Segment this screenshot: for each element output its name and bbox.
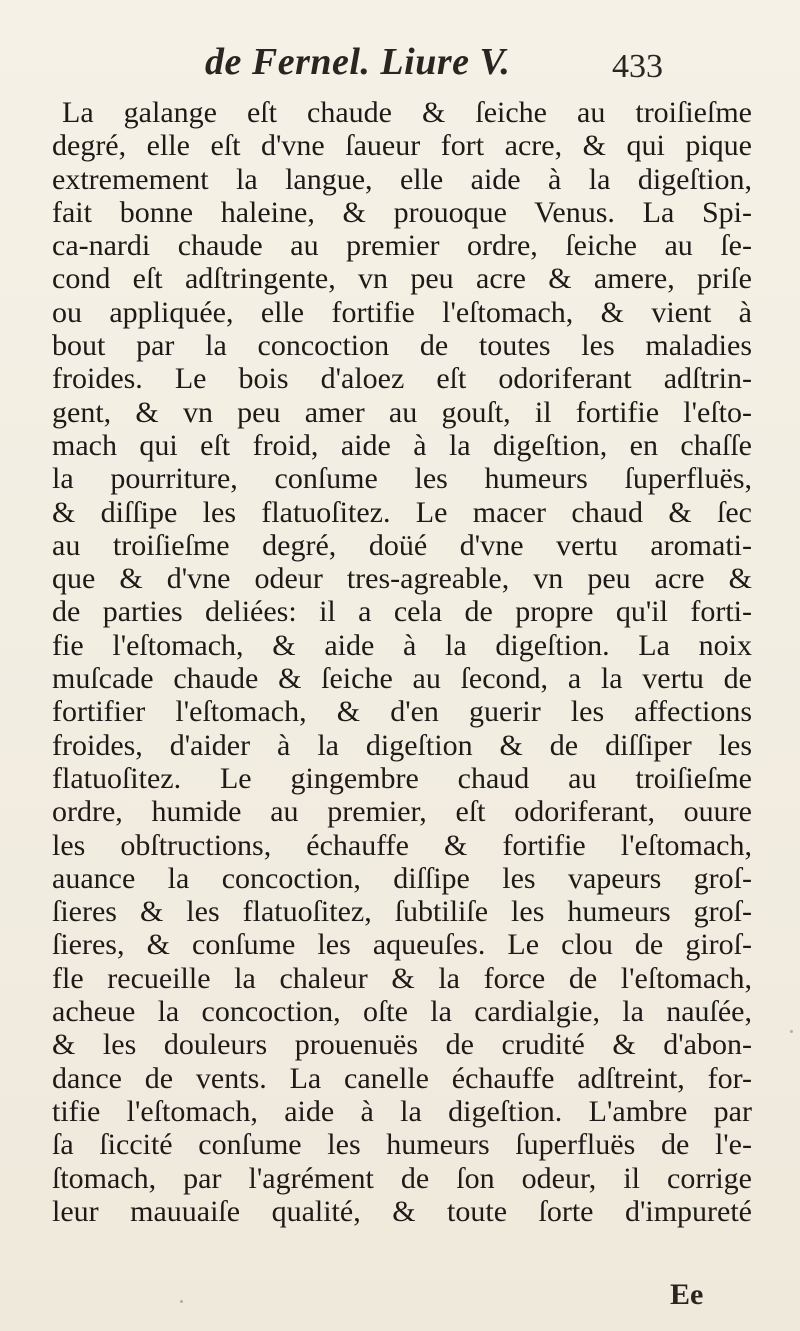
text-line: fie l'eſtomach, & aide à la digeſtion. La noix — [52, 628, 752, 662]
page-number: 433 — [612, 48, 663, 85]
text-line: froides, d'aider à la digeſtion & de diſſiper les — [52, 728, 752, 762]
text-line: bout par la concoction de toutes les maladies — [52, 329, 752, 363]
text-line: les obſtructions, échauffe & fortifie l'eſtomach, — [52, 828, 752, 862]
text-line: auance la concoction, diſſipe les vapeurs groſ- — [52, 861, 752, 895]
text-line: au troiſieſme degré, doüé d'vne vertu aromati- — [52, 528, 752, 562]
text-line: fait bonne haleine, & prouoque Venus. La Spi- — [52, 195, 752, 229]
text-line: ordre, humide au premier, eſt odoriferant, ouure — [52, 795, 752, 829]
text-line: fle recueille la chaleur & la force de l'eſtomach, — [52, 961, 752, 995]
body-text — [52, 96, 752, 1228]
page-header — [0, 40, 800, 96]
text-line: ca-nardi chaude au premier ordre, ſeiche au ſe- — [52, 229, 752, 263]
text-line: ſtomach, par l'agrément de ſon odeur, il corrige — [52, 1161, 752, 1195]
text-line: muſcade chaude & ſeiche au ſecond, a la vertu de — [52, 662, 752, 696]
text-line: dance de vents. La canelle échauffe adſtreint, for- — [52, 1061, 752, 1095]
text-line: tifie l'eſtomach, aide à la digeſtion. L'ambre par — [52, 1094, 752, 1128]
text-line: de parties deliées: il a cela de propre qu'il forti- — [52, 595, 752, 629]
text-line: & diſſipe les flatuoſitez. Le macer chaud & ſec — [52, 495, 752, 529]
text-line: leur mauuaiſe qualité, & toute ſorte d'impureté — [52, 1194, 752, 1228]
text-line: extremement la langue, elle aide à la digeſtion, — [52, 162, 752, 196]
text-line: fortifier l'eſtomach, & d'en guerir les affections — [52, 695, 752, 729]
text-line: ou appliquée, elle fortifie l'eſtomach, & vient à — [52, 295, 752, 329]
text-line: ſieres, & conſume les aqueuſes. Le clou de giroſ- — [52, 928, 752, 962]
text-line: ſa ſiccité conſume les humeurs ſuperfluës de l'e- — [52, 1128, 752, 1162]
paper-speck — [790, 1030, 793, 1033]
text-line: flatuoſitez. Le gingembre chaud au troiſieſme — [52, 761, 752, 795]
text-line: acheue la concoction, oſte la cardialgie, la nauſée, — [52, 995, 752, 1029]
text-line: cond eſt adſtringente, vn peu acre & amere, priſe — [52, 262, 752, 296]
running-title: de Fernel. Liure V. — [205, 41, 511, 83]
text-line: froides. Le bois d'aloez eſt odoriferant adſtrin- — [52, 362, 752, 396]
text-line: La galange eſt chaude & ſeiche au troiſieſme — [62, 96, 752, 129]
text-line: ſieres & les flatuoſitez, ſubtiliſe les humeurs groſ- — [52, 895, 752, 929]
text-line: la pourriture, conſume les humeurs ſuperfluës, — [52, 462, 752, 496]
catchword: Ee — [670, 1278, 704, 1311]
paper-speck — [180, 1300, 183, 1303]
text-line: gent, & vn peu amer au gouſt, il fortifie l'eſto- — [52, 395, 752, 429]
text-line: & les douleurs prouenuës de crudité & d'abon- — [52, 1028, 752, 1062]
text-line: mach qui eſt froid, aide à la digeſtion, en chaſſe — [52, 428, 752, 462]
text-line: degré, elle eſt d'vne ſaueur fort acre, & qui pique — [52, 129, 752, 163]
text-line: que & d'vne odeur tres-agreable, vn peu acre & — [52, 562, 752, 596]
